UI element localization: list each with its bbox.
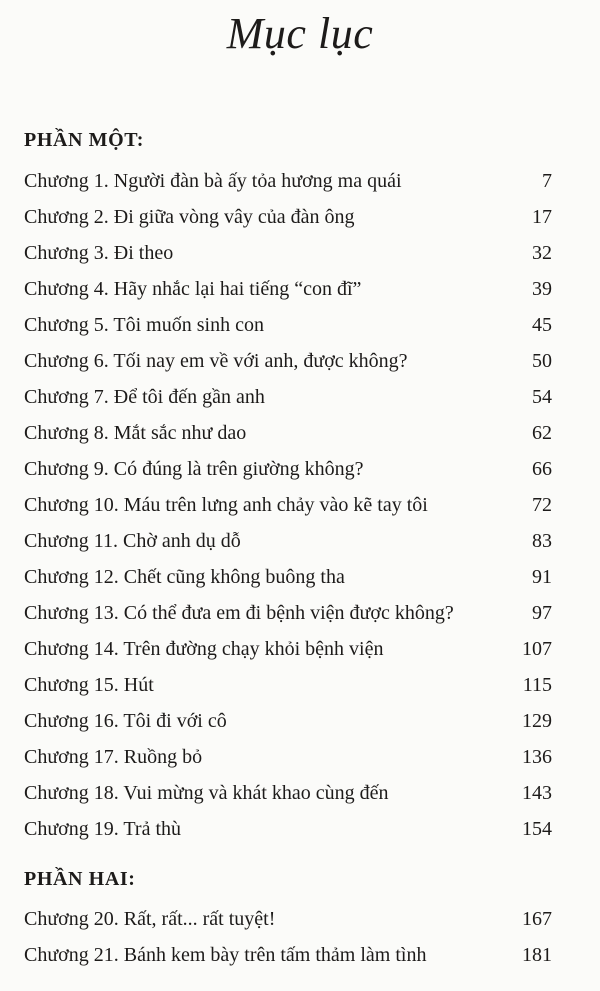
chapter-title: Chương 5. Tôi muốn sinh con	[24, 314, 264, 336]
chapter-title: Chương 3. Đi theo	[24, 242, 174, 264]
toc-entry	[0, 487, 600, 523]
page-number: 154	[522, 818, 552, 840]
toc-entry	[0, 937, 600, 973]
part-two-heading: PHẦN HAI:	[24, 868, 136, 890]
toc-entry	[0, 235, 600, 271]
page-number: 83	[532, 530, 552, 552]
page-number: 45	[532, 314, 552, 336]
chapter-title: Chương 12. Chết cũng không buông tha	[24, 566, 345, 588]
chapter-title: Chương 18. Vui mừng và khát khao cùng đến	[24, 782, 389, 804]
toc-entry	[0, 739, 600, 775]
page-number: 167	[522, 908, 552, 930]
chapter-title: Chương 14. Trên đường chạy khỏi bệnh viện	[24, 638, 384, 660]
chapter-title: Chương 9. Có đúng là trên giường không?	[24, 458, 364, 480]
chapter-title: Chương 1. Người đàn bà ấy tỏa hương ma quái	[24, 170, 402, 192]
chapter-title: Chương 10. Máu trên lưng anh chảy vào kẽ tay tôi	[24, 494, 428, 516]
page-number: 136	[522, 746, 552, 768]
chapter-title: Chương 8. Mắt sắc như dao	[24, 422, 247, 444]
part-two-chapter-list	[0, 901, 600, 973]
toc-entry	[0, 163, 600, 199]
toc-entry	[0, 631, 600, 667]
toc-entry	[0, 523, 600, 559]
chapter-title: Chương 19. Trả thù	[24, 818, 182, 840]
page-number: 54	[532, 386, 552, 408]
chapter-title: Chương 6. Tối nay em về với anh, được không?	[24, 350, 408, 372]
part-one-chapter-list	[0, 163, 600, 847]
toc-entry	[0, 307, 600, 343]
page-number: 50	[532, 350, 552, 372]
chapter-title: Chương 2. Đi giữa vòng vây của đàn ông	[24, 206, 355, 228]
page-number: 115	[522, 674, 552, 696]
page-number: 181	[522, 944, 552, 966]
toc-entry	[0, 271, 600, 307]
toc-entry	[0, 703, 600, 739]
chapter-title: Chương 11. Chờ anh dụ dỗ	[24, 530, 241, 552]
page-number: 72	[532, 494, 552, 516]
toc-entry	[0, 343, 600, 379]
toc-entry	[0, 811, 600, 847]
chapter-title: Chương 13. Có thể đưa em đi bệnh viện được không?	[24, 602, 454, 624]
toc-entry	[0, 451, 600, 487]
toc-entry	[0, 775, 600, 811]
toc-entry	[0, 559, 600, 595]
page-number: 129	[522, 710, 552, 732]
chapter-title: Chương 16. Tôi đi với cô	[24, 710, 227, 732]
part-one-heading: PHẦN MỘT:	[24, 129, 145, 151]
chapter-title: Chương 21. Bánh kem bày trên tấm thảm làm tình	[24, 944, 427, 966]
page-number: 62	[532, 422, 552, 444]
chapter-title: Chương 17. Ruồng bỏ	[24, 746, 203, 768]
chapter-title: Chương 15. Hút	[24, 674, 154, 696]
toc-entry	[0, 595, 600, 631]
page-number: 66	[532, 458, 552, 480]
page-number: 17	[532, 206, 552, 228]
page-number: 39	[532, 278, 552, 300]
chapter-title: Chương 4. Hãy nhắc lại hai tiếng “con đĩ”	[24, 278, 362, 300]
toc-entry	[0, 379, 600, 415]
page-number: 143	[522, 782, 552, 804]
toc-entry	[0, 667, 600, 703]
page-number: 97	[532, 602, 552, 624]
toc-entry	[0, 415, 600, 451]
page-title: Mục lục	[226, 9, 374, 58]
toc-entry	[0, 199, 600, 235]
page-number: 7	[542, 170, 552, 192]
chapter-title: Chương 20. Rất, rất... rất tuyệt!	[24, 908, 276, 930]
toc-entry	[0, 901, 600, 937]
page-number: 91	[532, 566, 552, 588]
page-number: 107	[522, 638, 552, 660]
page-number: 32	[532, 242, 552, 264]
chapter-title: Chương 7. Để tôi đến gần anh	[24, 386, 265, 408]
